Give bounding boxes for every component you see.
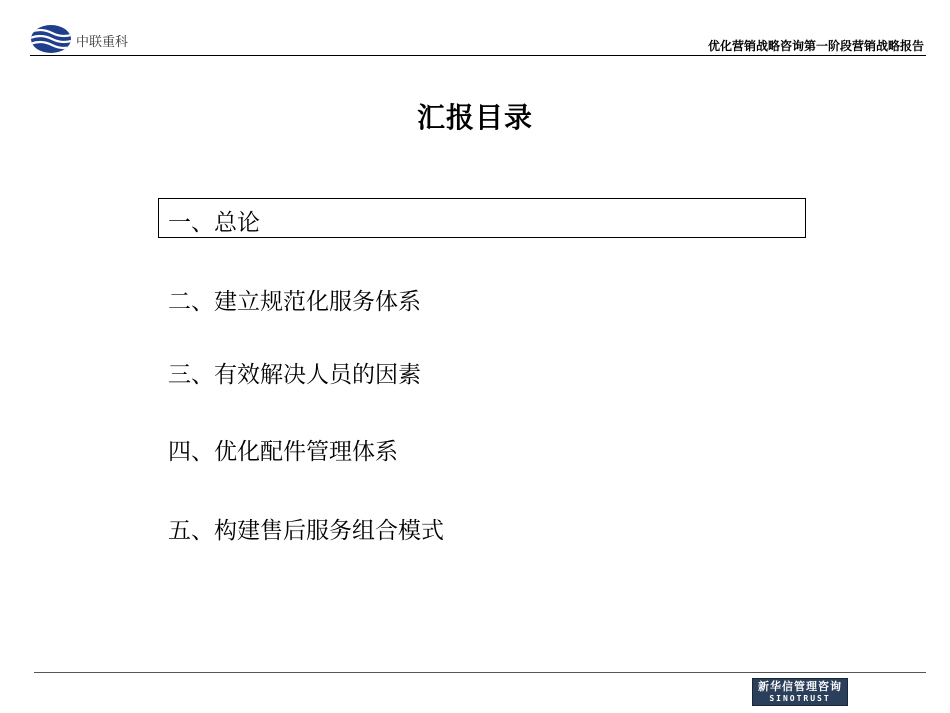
toc-item-4[interactable]: 四、优化配件管理体系 bbox=[168, 439, 398, 465]
zoomlion-wave-logo-icon bbox=[30, 24, 72, 54]
company-name: 中联重科 bbox=[76, 35, 129, 50]
toc-item-2[interactable]: 二、建立规范化服务体系 bbox=[168, 289, 421, 315]
footer-divider bbox=[34, 672, 926, 673]
report-title: 优化营销战略咨询第一阶段营销战略报告 bbox=[707, 39, 924, 53]
toc-item-5[interactable]: 五、构建售后服务组合模式 bbox=[168, 518, 444, 544]
sinotrust-name-en: SINOTRUST bbox=[769, 694, 831, 703]
page-title: 汇报目录 bbox=[416, 101, 533, 134]
header-divider bbox=[30, 55, 926, 56]
sinotrust-logo bbox=[752, 678, 848, 706]
sinotrust-name-cn: 新华信管理咨询 bbox=[758, 680, 842, 693]
toc-item-3[interactable]: 三、有效解决人员的因素 bbox=[168, 362, 421, 388]
toc-item-1[interactable]: 一、总论 bbox=[168, 210, 260, 236]
